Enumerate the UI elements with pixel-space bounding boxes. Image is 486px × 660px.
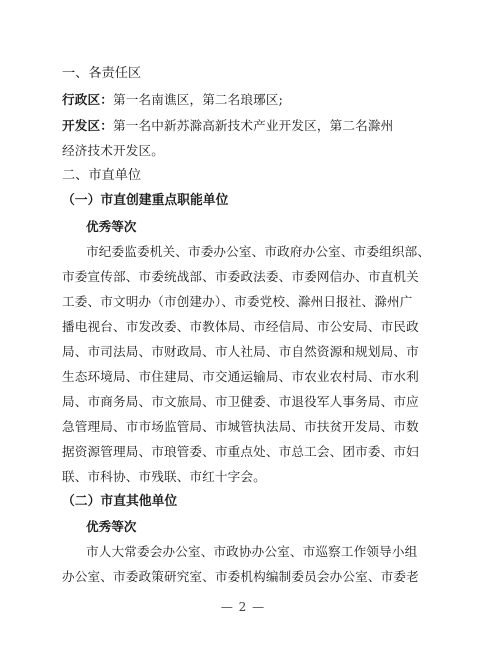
unit-list-line: 急管理局、市市场监管局、市城管执法局、市扶贫开发局、市数 [62,419,419,434]
page-number: — 2 — [220,600,266,614]
admin-zone-label: 行政区： [62,92,113,107]
grade-excellent-2: 优秀等次 [86,519,137,534]
dev-zone-line [62,118,393,134]
unit-list-line: 市委宣传部、市委统战部、市委政法委、市委网信办、市直机关 [62,269,419,284]
unit-list-line: 联、市科协、市残联、市红十字会。 [62,469,266,484]
dev-zone-label: 开发区： [62,118,113,133]
section-heading-city-units: 二、市直单位 [62,168,142,183]
dev-zone-text-cont: 经济技术开发区。 [62,143,164,158]
subsection-heading-key-units: （一）市直创建重点职能单位 [62,193,229,208]
dev-zone-text: 第一名中新苏滁高新技术产业开发区，第二名滁州 [112,118,394,133]
grade-excellent-1: 优秀等次 [86,219,137,234]
subsection-heading-other-units: （二）市直其他单位 [62,494,178,509]
unit-list-line: 局、市商务局、市文旅局、市卫健委、市退役军人事务局、市应 [62,394,419,409]
unit-list-line: 据资源管理局、市琅管委、市重点处、市总工会、团市委、市妇 [62,444,419,459]
unit-list-line: 办公室、市委政策研究室、市委机构编制委员会办公室、市委老 [62,569,419,584]
unit-list-line: 工委、市文明办（市创建办）、市委党校、滁州日报社、滁州广 [62,294,413,309]
admin-zone-text: 第一名南谯区，第二名琅琊区; [112,92,284,107]
unit-list-line: 播电视台、市发改委、市教体局、市经信局、市公安局、市民政 [62,319,419,334]
unit-list-line: 市纪委监委机关、市委办公室、市政府办公室、市委组织部、 [86,244,431,259]
unit-list-line: 市人大常委会办公室、市政协办公室、市巡察工作领导小组 [86,544,418,559]
section-heading-responsibility-zones: 一、各责任区 [62,66,142,81]
unit-list-line: 局、市司法局、市财政局、市人社局、市自然资源和规划局、市 [62,344,419,359]
admin-zone-line [62,92,283,108]
unit-list-line: 生态环境局、市住建局、市交通运输局、市农业农村局、市水利 [62,369,419,384]
